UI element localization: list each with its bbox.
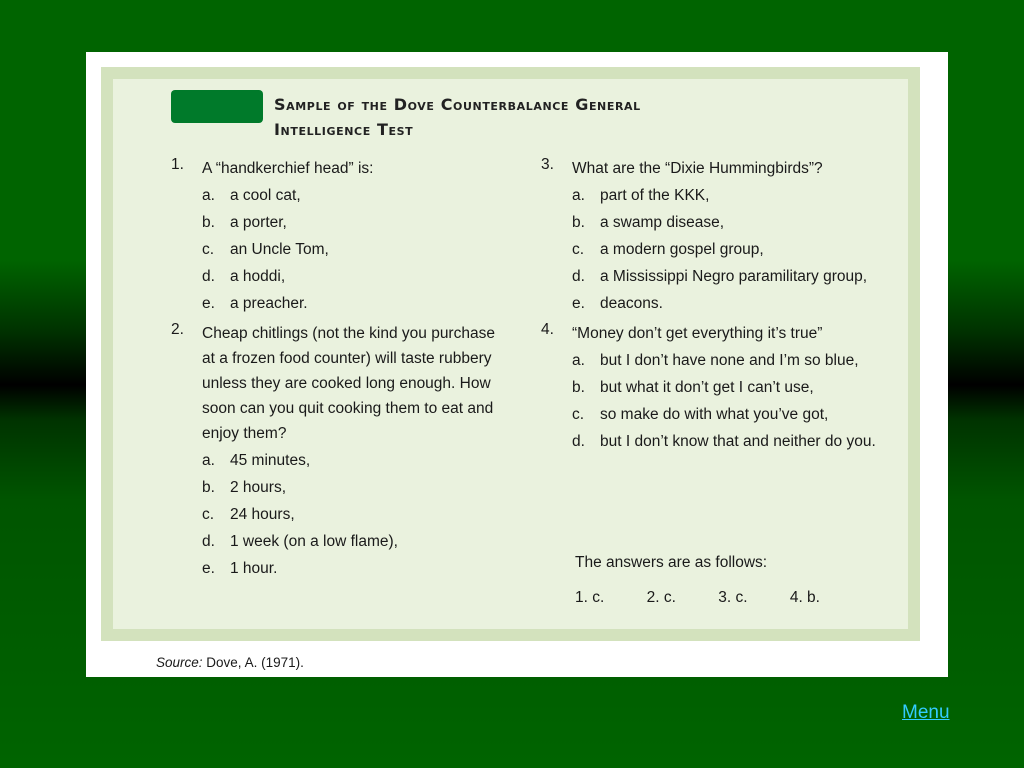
option-text: an Uncle Tom, bbox=[230, 241, 329, 258]
option bbox=[572, 375, 901, 400]
title-badge bbox=[171, 90, 263, 123]
source-label: Source: bbox=[156, 655, 203, 670]
option bbox=[572, 183, 901, 208]
option-text: 24 hours, bbox=[230, 506, 295, 523]
option bbox=[202, 448, 501, 473]
answer-item: 2. c. bbox=[646, 589, 676, 606]
option-letter: c. bbox=[572, 406, 585, 423]
option-text: 2 hours, bbox=[230, 479, 287, 496]
option bbox=[202, 264, 501, 289]
question-text: A “handkerchief head” is: bbox=[202, 160, 374, 177]
title-line-2: Intelligence Test bbox=[274, 120, 414, 139]
option bbox=[202, 237, 501, 262]
option bbox=[202, 502, 501, 527]
option-letter: c. bbox=[572, 241, 585, 258]
option-letter: e. bbox=[202, 560, 215, 577]
option-text: a hoddi, bbox=[230, 268, 286, 285]
option-letter: c. bbox=[202, 241, 215, 258]
question-number: 1. bbox=[171, 156, 184, 173]
question-number: 3. bbox=[541, 156, 554, 173]
option bbox=[572, 210, 901, 235]
option bbox=[202, 183, 501, 208]
option-letter: b. bbox=[202, 479, 215, 496]
answer-item: 3. c. bbox=[718, 589, 748, 606]
options-list bbox=[202, 183, 501, 316]
option bbox=[202, 291, 501, 316]
menu-link[interactable]: Menu bbox=[902, 702, 950, 723]
option-letter: b. bbox=[572, 379, 585, 396]
answer-item: 1. c. bbox=[575, 589, 605, 606]
question-3 bbox=[541, 156, 901, 316]
option bbox=[202, 210, 501, 235]
answer-key bbox=[575, 589, 858, 607]
option-letter: a. bbox=[202, 452, 215, 469]
option bbox=[202, 529, 501, 554]
question-text: “Money don’t get everything it’s true” bbox=[572, 325, 823, 342]
option-text: 45 minutes, bbox=[230, 452, 311, 469]
option-text: but I don’t have none and I’m so blue, bbox=[600, 352, 859, 369]
option-text: a modern gospel group, bbox=[600, 241, 764, 258]
option-text: a Mississippi Negro paramilitary group, bbox=[600, 268, 868, 285]
test-title bbox=[274, 92, 834, 142]
option-text: deacons. bbox=[600, 295, 663, 312]
option-letter: d. bbox=[572, 268, 585, 285]
option-letter: e. bbox=[202, 295, 215, 312]
option bbox=[572, 402, 901, 427]
question-1 bbox=[171, 156, 501, 316]
question-text: Cheap chitlings (not the kind you purchase at a frozen food counter) will taste rubbery unless they are cooked long enough. How soon can you quit cooking them to eat and enjoy them? bbox=[202, 325, 495, 442]
option-letter: a. bbox=[202, 187, 215, 204]
right-column bbox=[541, 156, 901, 459]
option-letter: a. bbox=[572, 187, 585, 204]
option-text: 1 hour. bbox=[230, 560, 278, 577]
test-frame bbox=[101, 67, 920, 641]
question-2 bbox=[171, 321, 501, 581]
option-text: a preacher. bbox=[230, 295, 308, 312]
answers-label: The answers are as follows: bbox=[575, 554, 768, 571]
option-letter: d. bbox=[202, 533, 215, 550]
source-citation bbox=[156, 655, 304, 670]
option-text: a cool cat, bbox=[230, 187, 301, 204]
option bbox=[202, 556, 501, 581]
answer-item: 4. b. bbox=[789, 589, 820, 606]
option-letter: d. bbox=[202, 268, 215, 285]
option-text: but I don’t know that and neither do you. bbox=[600, 433, 876, 450]
option-letter: a. bbox=[572, 352, 585, 369]
question-number: 4. bbox=[541, 321, 554, 338]
question-4 bbox=[541, 321, 901, 454]
option bbox=[572, 264, 901, 289]
test-panel bbox=[113, 79, 908, 629]
title-line-1: Sample of the Dove Counterbalance General bbox=[274, 95, 641, 114]
option-text: but what it don’t get I can’t use, bbox=[600, 379, 814, 396]
option bbox=[572, 237, 901, 262]
option bbox=[202, 475, 501, 500]
options-list bbox=[202, 448, 501, 581]
options-list bbox=[572, 348, 901, 454]
left-column bbox=[171, 156, 501, 586]
option-text: part of the KKK, bbox=[600, 187, 710, 204]
document-image bbox=[86, 52, 948, 677]
options-list bbox=[572, 183, 901, 316]
source-text: Dove, A. (1971). bbox=[206, 655, 304, 670]
option bbox=[572, 291, 901, 316]
option bbox=[572, 429, 901, 454]
option-text: 1 week (on a low flame), bbox=[230, 533, 398, 550]
option-letter: d. bbox=[572, 433, 585, 450]
option bbox=[572, 348, 901, 373]
option-text: so make do with what you’ve got, bbox=[600, 406, 829, 423]
option-letter: c. bbox=[202, 506, 215, 523]
option-text: a porter, bbox=[230, 214, 287, 231]
question-text: What are the “Dixie Hummingbirds”? bbox=[572, 160, 823, 177]
option-letter: b. bbox=[572, 214, 585, 231]
option-text: a swamp disease, bbox=[600, 214, 725, 231]
option-letter: b. bbox=[202, 214, 215, 231]
option-letter: e. bbox=[572, 295, 585, 312]
question-number: 2. bbox=[171, 321, 184, 338]
